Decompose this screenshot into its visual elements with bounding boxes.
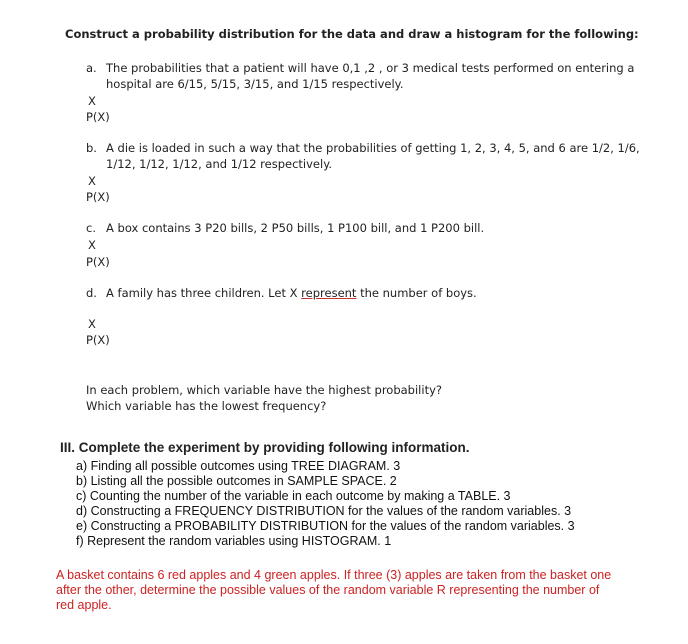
item-d-line1-post: the number of boys. [356,286,477,300]
item-b-letter: b. [86,141,97,155]
item-a-line2: hospital are 6/15, 5/15, 3/15, and 1/15 respectively. [106,77,404,91]
document-title: Construct a probability distribution for the data and draw a histogram for the following: [65,27,639,41]
item-a-px-label: P(X) [86,110,110,124]
section-3-heading: III. Complete the experiment by providing following information. [60,440,470,455]
item-c-line1: A box contains 3 P20 bills, 2 P50 bills, 1 P100 bill, and 1 P200 bill. [106,221,485,235]
section-3-item: e) Constructing a PROBABILITY DISTRIBUTION for the values of the random variables. 3 [76,519,575,533]
item-a-x-label: X [88,94,96,108]
represent-spellcheck-word: represent [301,286,357,300]
item-c-px-label: P(X) [86,255,110,269]
item-d-letter: d. [86,286,97,300]
section-3-item: c) Counting the number of the variable in each outcome by making a TABLE. 3 [76,489,511,503]
item-b-line2: 1/12, 1/12, 1/12, and 1/12 respectively. [106,157,333,171]
item-d-line1-pre: A family has three children. Let X [106,286,302,300]
item-d-px-label: P(X) [86,333,110,347]
section-3-item: b) Listing all the possible outcomes in SAMPLE SPACE. 2 [76,474,397,488]
problem-line-3: red apple. [56,598,112,612]
item-a-line1: The probabilities that a patient will have 0,1 ,2 , or 3 medical tests performed on entering a [106,61,635,75]
problem-line-1: A basket contains 6 red apples and 4 green apples. If three (3) apples are taken from the basket one [56,568,612,582]
question-highest-probability: In each problem, which variable have the highest probability? [86,383,442,397]
problem-line-2: after the other, determine the possible values of the random variable R representing the number of [56,583,600,597]
section-3-item: f) Represent the random variables using HISTOGRAM. 1 [76,534,392,548]
item-b-x-label: X [88,174,96,188]
item-a-letter: a. [86,61,97,75]
item-c-letter: c. [86,221,96,235]
item-c-x-label: X [88,238,96,252]
item-b-px-label: P(X) [86,190,110,204]
question-lowest-frequency: Which variable has the lowest frequency? [86,399,327,413]
item-d-line1 [106,286,477,300]
section-3-item: a) Finding all possible outcomes using TREE DIAGRAM. 3 [76,459,401,473]
item-b-line1: A die is loaded in such a way that the probabilities of getting 1, 2, 3, 4, 5, and 6 are 1/2, 1/6, [106,141,640,155]
item-d-x-label: X [88,317,96,331]
section-3-item: d) Constructing a FREQUENCY DISTRIBUTION for the values of the random variables. 3 [76,504,572,518]
